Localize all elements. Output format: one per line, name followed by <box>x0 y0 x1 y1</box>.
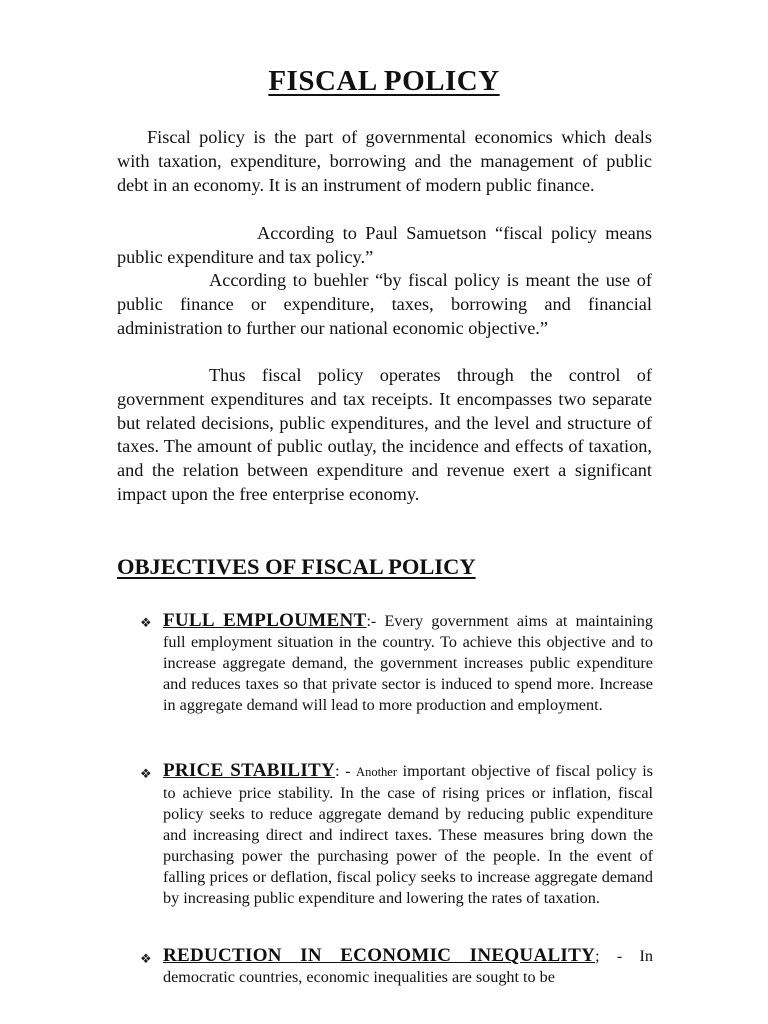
objective-separator: ; - <box>595 948 623 965</box>
objective-item <box>163 945 653 988</box>
intro-paragraph: Fiscal policy is the part of governmental economics which deals with taxation, expenditure, borrowing and the management of public debt in an economy. It is an instrument of modern public finance. <box>117 127 652 195</box>
objective-separator: : - <box>335 763 357 780</box>
objective-text: Every government aims at maintaining full employment situation in the country. To achieve this objective and to increase aggregate demand, the government increases public expenditure and reduces taxes so that private sector is induced to spend more. Increase in aggregate demand will lead to more production and employment. <box>163 612 653 714</box>
document-title-text: FISCAL POLICY <box>268 65 500 98</box>
objective-keyword: REDUCTION IN ECONOMIC INEQUALITY <box>163 945 596 966</box>
document-title <box>0 65 768 98</box>
objective-text: In democratic countries, economic inequalities are sought to be <box>163 947 653 986</box>
objectives-heading <box>117 554 476 580</box>
samuelson-quote-paragraph: According to Paul Samuetson “fiscal policy means public expenditure and tax policy.” <box>117 223 652 267</box>
objective-text: important objective of fiscal policy is to achieve price stability. In the case of rising prices or inflation, fiscal policy seeks to reduce aggregate demand by reducing public expenditure and increasing direct and indirect taxes. These measures bring down the purchasing power the purchasing power of the people. In the event of falling prices or deflation, fiscal policy seeks to increase aggregate demand by increasing public expenditure and lowering the rates of taxation. <box>163 762 653 907</box>
objective-keyword: PRICE STABILITY <box>163 760 336 781</box>
buehler-quote-paragraph: According to buehler “by fiscal policy is meant the use of public finance or expenditure, taxes, borrowing and financial administration to further our national economic objective.” <box>117 270 652 338</box>
diamond-bullet-icon: ❖ <box>140 951 152 966</box>
objectives-heading-text: OBJECTIVES OF FISCAL POLICY <box>117 554 476 579</box>
objective-item <box>163 610 653 716</box>
objective-lead-word: Another <box>356 765 398 779</box>
diamond-bullet-icon: ❖ <box>140 766 152 781</box>
objective-item <box>163 760 653 909</box>
objective-keyword: FULL EMPLOUMENT <box>163 610 367 631</box>
operations-paragraph: Thus fiscal policy operates through the control of government expenditures and tax receipts. It encompasses two separate but related decisions, public expenditures, and the level and structure of taxes. The amount of public outlay, the incidence and effects of taxation, and the relation between expenditure and revenue exert a significant impact upon the free enterprise economy. <box>117 365 652 504</box>
diamond-bullet-icon: ❖ <box>140 615 152 630</box>
objective-separator: :- <box>366 613 377 630</box>
